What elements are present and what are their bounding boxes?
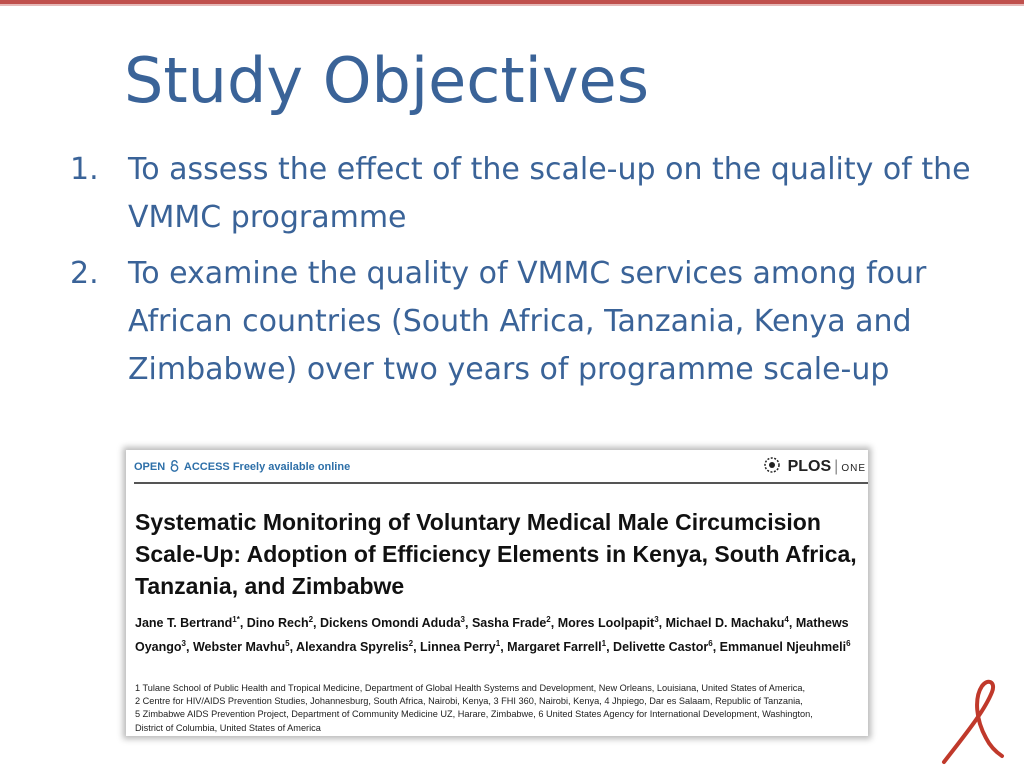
open-label: OPEN	[134, 461, 166, 473]
objective-text: To assess the effect of the scale-up on the quality of the VMMC programme	[128, 152, 971, 235]
author-affiliation-marker: 2	[546, 615, 551, 624]
author-name: Michael D. Machaku	[665, 616, 785, 631]
paper-title: Systematic Monitoring of Voluntary Medical Male Circumcision Scale-Up: Adoption of Efficiency Elements in Kenya, South Africa, Tanzania, and Zimbabwe	[135, 509, 857, 599]
author-affiliation-marker: 3	[460, 615, 465, 624]
objective-number: 2.	[70, 256, 99, 291]
author-name: Dino Rech	[246, 616, 309, 631]
author-affiliation-marker: 3	[654, 615, 659, 624]
paper-affiliations	[135, 682, 868, 735]
author-affiliation-marker: 1*	[232, 615, 240, 624]
author-name: Alexandra Spyrelis	[296, 639, 409, 654]
author-affiliation-marker: 3	[181, 638, 186, 648]
affiliation-line: 2 Centre for HIV/AIDS Prevention Studies, Johannesburg, South Africa, Nairobi, Kenya, 3 FHI 360, Nairobi, Kenya, 4 Jhpiego, Dar es Salaam, Republic of Tanzania,	[135, 696, 803, 707]
plos-one-logo: PLOS | ONE	[763, 456, 866, 476]
author-affiliation-marker: 6	[846, 638, 851, 648]
one-label: ONE	[841, 463, 866, 474]
slide-title: Study Objectives	[124, 44, 650, 117]
author-name: Dickens Omondi Aduda	[320, 616, 461, 631]
paper-screenshot	[126, 450, 868, 736]
author-affiliation-marker: 2	[308, 615, 314, 624]
paper-authors: Jane T. Bertrand$^{1*}$, Dino Rech$^2$, Dickens Omondi Aduda$^3$, Sasha Frade$^2$, Mores Loolpapit$^3$, Michael D. Machaku$^4$, Mathews Oyango$^3$, Webster Mavhu$^5$, Alexandra Spyrelis$^2$, Linnea Perry$^1$, Margaret Farrell$^1$, Delivette Castor$^6$, Emmanuel Njeuhmeli$^6$	[135, 615, 851, 654]
author-name: Linnea Perry	[420, 639, 496, 654]
author-affiliation-marker: 4	[784, 615, 789, 624]
plos-label: PLOS	[787, 458, 832, 475]
access-label: ACCESS	[183, 461, 230, 473]
author-name: Emmanuel Njeuhmeli	[719, 639, 847, 654]
objective-item	[70, 250, 990, 394]
objectives-list	[70, 146, 990, 402]
author-name: Delivette Castor	[613, 639, 709, 654]
plos-logo-icon	[763, 456, 781, 474]
open-access-banner	[134, 460, 350, 473]
author-name: Jane T. Bertrand	[135, 616, 233, 631]
author-name: Sasha Frade	[471, 616, 547, 631]
author-name: Margaret Farrell	[507, 639, 602, 654]
author-affiliation-marker: 1	[495, 638, 501, 648]
author-name: Mathews Oyango	[135, 616, 849, 654]
author-name: Mores Loolpapit	[557, 616, 655, 631]
author-affiliation-marker: 6	[708, 638, 713, 648]
author-affiliation-marker: 5	[285, 638, 290, 648]
open-access-lock-icon	[170, 460, 179, 472]
affiliation-line: District of Columbia, United States of America	[135, 722, 321, 733]
objective-number: 1.	[70, 152, 99, 187]
affiliation-line: 5 Zimbabwe AIDS Prevention Project, Department of Community Medicine UZ, Harare, Zimbabwe, 6 United States Agency for International Development, Washington,	[135, 709, 813, 720]
top-accent-rule-light	[0, 4, 1024, 6]
banner-divider	[134, 482, 868, 484]
red-ribbon-icon	[936, 676, 1006, 766]
affiliation-line: 1 Tulane School of Public Health and Tropical Medicine, Department of Global Health Systems and Development, New Orleans, Louisiana, United States of America,	[135, 683, 806, 693]
author-affiliation-marker: 2	[408, 638, 414, 648]
author-name: Webster Mavhu	[192, 639, 286, 654]
objective-item	[70, 146, 990, 242]
author-affiliation-marker: 1	[601, 638, 607, 648]
freely-available-label: Freely available online	[232, 461, 351, 473]
objective-text: To examine the quality of VMMC services among four African countries (South Africa, Tanzania, Kenya and Zimbabwe) over two years of programme scale-up	[128, 256, 927, 387]
